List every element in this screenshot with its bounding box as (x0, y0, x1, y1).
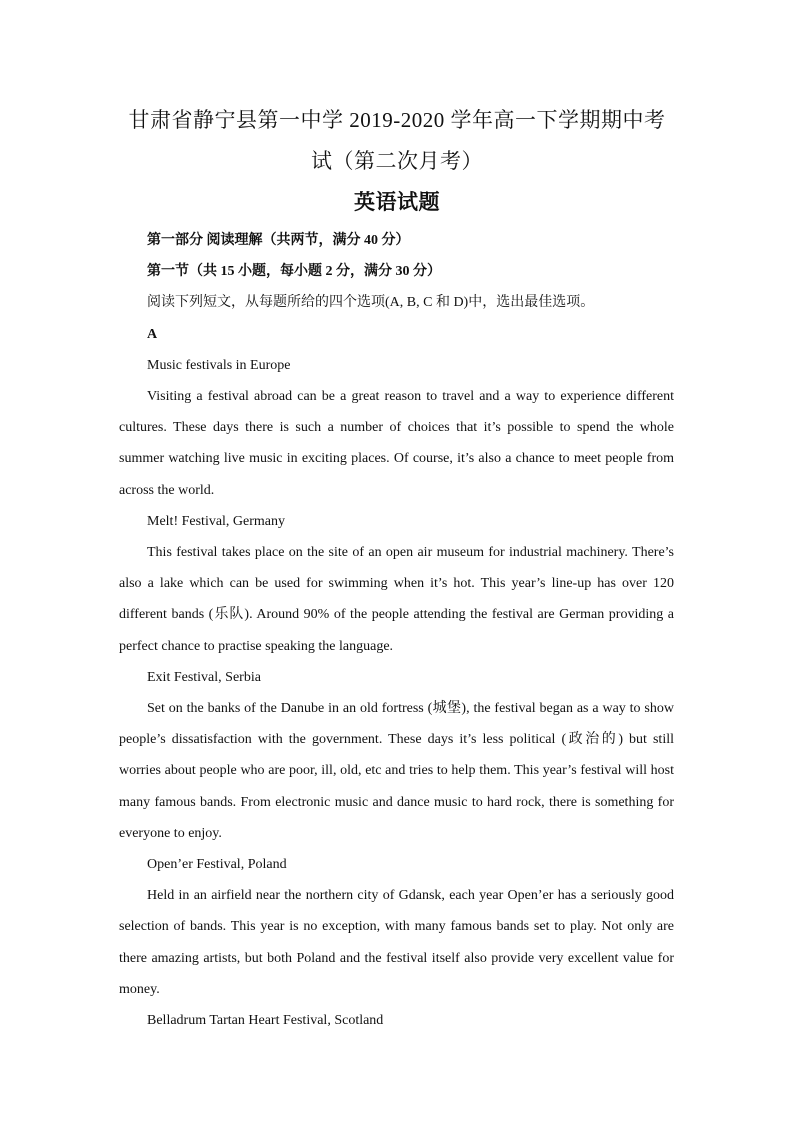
document-body (119, 225, 674, 1036)
festival-name: Exit Festival, Serbia (147, 669, 261, 685)
festival-name: Belladrum Tartan Heart Festival, Scotland (147, 1013, 384, 1029)
part-heading: 第一部分 阅读理解（共两节，满分 40 分） (147, 233, 410, 248)
passage-title: Music festivals in Europe (147, 357, 291, 373)
passage-intro: Visiting a festival abroad can be a great reason to travel and a way to experience different cultures. These days there is such a number of choices that it’s possible to spend the whole summer watching live music in exciting places. Of course, it’s also a chance to meet people from across the world. (119, 389, 674, 498)
instructions: 阅读下列短文，从每题所给的四个选项(A, B, C 和 D)中，选出最佳选项。 (147, 295, 595, 311)
festival-description: Held in an airfield near the northern city of Gdansk, each year Open’er has a seriously good selection of bands. This year is no exception, with many famous bands set to play. Not only are there amazing artists, but both Poland and the festival itself also provide very excellent value for money. (119, 888, 674, 997)
document-title-line-1: 甘肃省静宁县第一中学 2019-2020 学年高一下学期期中考 (128, 108, 666, 132)
festival-description: Set on the banks of the Danube in an old fortress (城堡), the festival began as a way to show people’s dissatisfaction with the government. These days it’s less political (政治的) but still worries about people who are poor, ill, old, etc and tries to help them. This year’s festival will host many famous bands. From electronic music and dance music to hard rock, there is something for everyone to enjoy. (119, 701, 674, 841)
document-title-line-2: 试（第二次月考） (311, 149, 483, 173)
festival-name: Open’er Festival, Poland (147, 857, 287, 873)
festival-description: This festival takes place on the site of an open air museum for industrial machinery. There’s also a lake which can be used for swimming when it’s hot. This year’s line-up has over 120 different bands (乐队). Around 90% of the people attending the festival are German providing a perfect chance to practise speaking the language. (119, 545, 674, 654)
passage-label: A (147, 326, 158, 342)
festival-name: Melt! Festival, Germany (147, 513, 286, 529)
document-subject: 英语试题 (354, 190, 440, 214)
section-heading: 第一节（共 15 小题，每小题 2 分，满分 30 分） (147, 264, 441, 280)
